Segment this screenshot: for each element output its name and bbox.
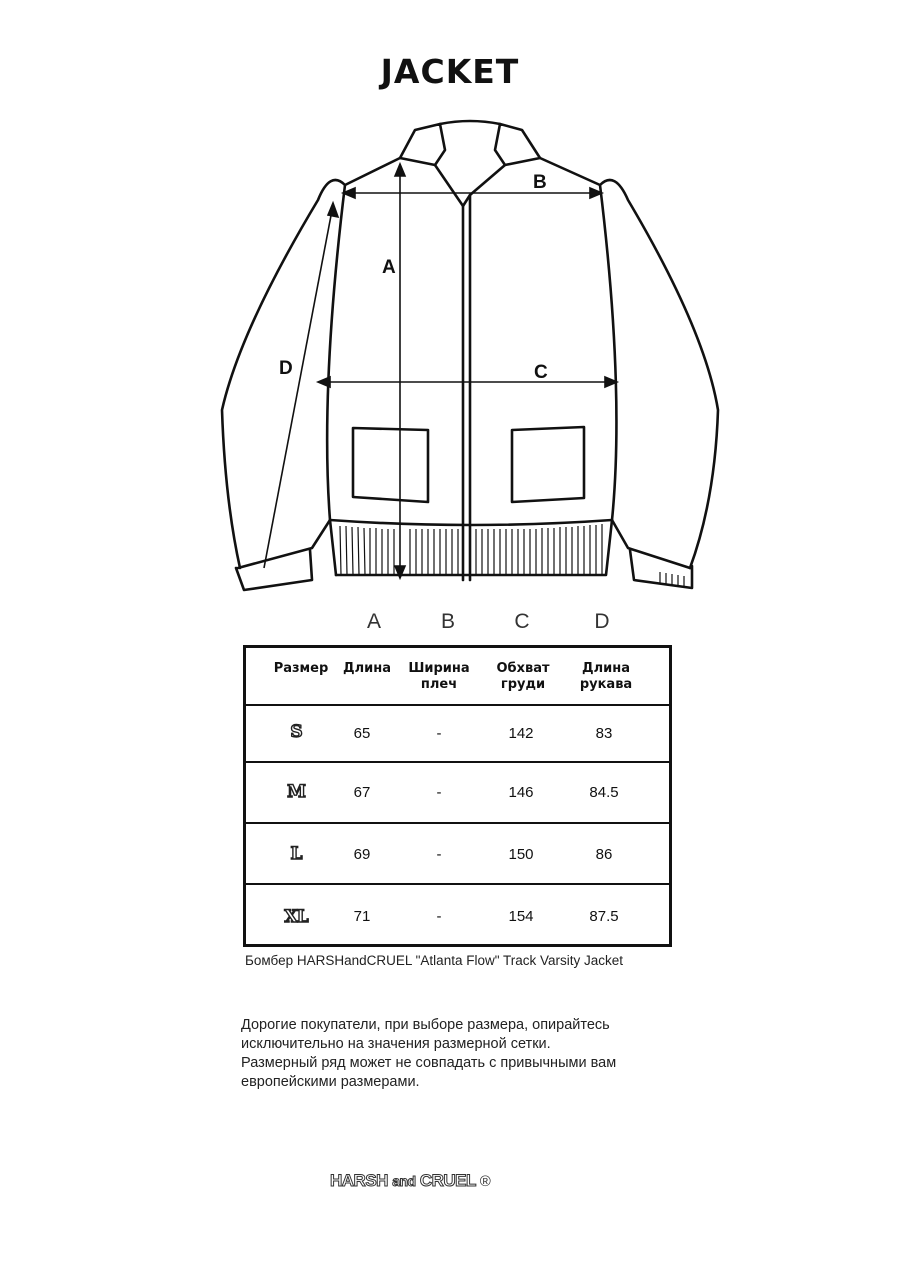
header-chest — [478, 661, 568, 693]
cell-chest: 142 — [508, 725, 534, 742]
note-line: Размерный ряд может не совпадать с привычными вам — [241, 1055, 617, 1071]
column-letter-a: A — [366, 610, 381, 633]
table-row — [246, 822, 669, 885]
cell-sleeve: 84.5 — [589, 784, 619, 801]
cell-sleeve: 83 — [595, 725, 613, 742]
cell-sleeve: 86 — [595, 846, 613, 863]
header-sleeve — [561, 661, 651, 693]
label-d: D — [279, 358, 293, 379]
logo-harsh: HARSH — [330, 1171, 388, 1190]
cell-shoulder: - — [436, 784, 442, 801]
table-row — [246, 704, 669, 763]
header-length: Длина — [343, 661, 391, 676]
cell-sleeve: 87.5 — [589, 908, 619, 925]
size-label: S — [290, 722, 302, 742]
jacket-diagram — [200, 118, 740, 598]
customer-note — [241, 1016, 661, 1092]
header-shoulder-width — [394, 661, 484, 693]
note-line: европейскими размерами. — [241, 1074, 420, 1090]
note-line: Дорогие покупатели, при выборе размера, опирайтесь — [241, 1017, 610, 1033]
header-shoulder-width-line1: Ширина — [408, 661, 470, 676]
logo-cruel: CRUEL — [419, 1171, 476, 1190]
size-label: XL — [284, 907, 308, 927]
column-letter-c: C — [514, 610, 530, 633]
size-label: M — [287, 782, 305, 802]
note-line: исключительно на значения размерной сетки. — [241, 1036, 551, 1052]
header-size: Размер — [273, 661, 329, 676]
product-caption: Бомбер HARSHandCRUEL "Atlanta Flow" Track Varsity Jacket — [245, 953, 624, 968]
cell-chest: 146 — [508, 784, 534, 801]
cell-shoulder: - — [436, 846, 442, 863]
cell-length: 67 — [353, 784, 371, 801]
cell-length: 69 — [353, 846, 371, 863]
label-b: B — [533, 172, 547, 193]
header-chest-line2: груди — [500, 677, 546, 692]
size-table — [243, 645, 672, 947]
brand-logo — [330, 1171, 490, 1191]
column-letter-b: B — [440, 610, 455, 633]
header-shoulder-width-line2: плеч — [420, 677, 458, 692]
table-row — [246, 883, 669, 946]
cell-shoulder: - — [436, 725, 442, 742]
label-c: C — [534, 362, 548, 383]
cell-chest: 154 — [508, 908, 534, 925]
registered-mark: ® — [479, 1173, 491, 1190]
header-chest-line1: Обхват — [496, 661, 550, 676]
table-header-row — [246, 648, 669, 704]
label-a: A — [382, 257, 396, 278]
cell-chest: 150 — [508, 846, 534, 863]
header-sleeve-line1: Длина — [582, 661, 630, 676]
size-label: L — [290, 844, 302, 864]
table-row — [246, 761, 669, 824]
cell-length: 71 — [353, 908, 371, 925]
cell-shoulder: - — [436, 908, 442, 925]
header-sleeve-line2: рукава — [579, 677, 633, 692]
page-title: JACKET — [380, 52, 520, 91]
cell-length: 65 — [353, 725, 371, 742]
logo-and: and — [392, 1173, 416, 1189]
column-letter-d: D — [594, 610, 610, 633]
